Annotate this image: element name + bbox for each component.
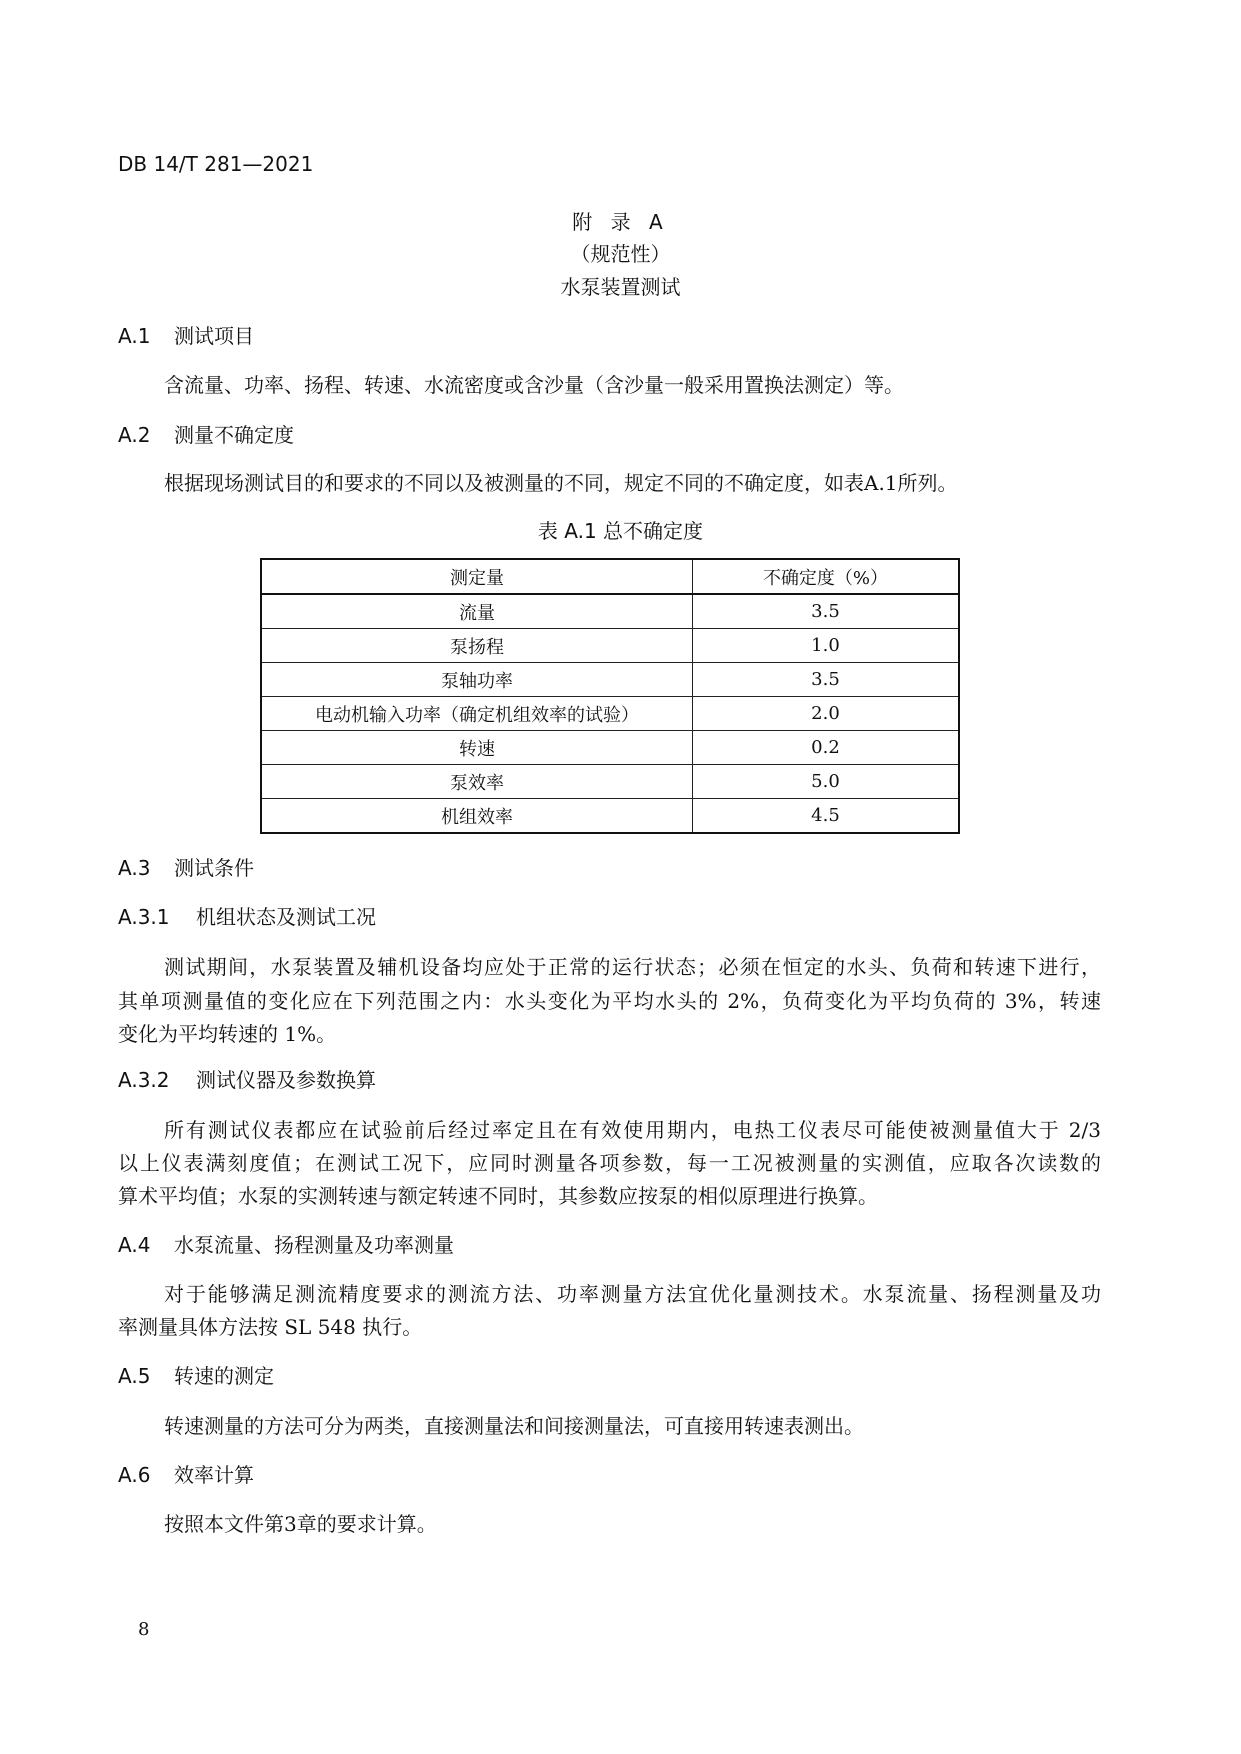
- section-a4-heading: [118, 1229, 454, 1258]
- table-row: [261, 663, 959, 697]
- cell-quantity: 泵扬程: [261, 629, 693, 663]
- paragraph-line: 测试期间，水泵装置及辅机设备均应处于正常的运行状态；必须在恒定的水头、负荷和转速下进行，: [164, 955, 1101, 979]
- cell-quantity: 流量: [261, 594, 693, 629]
- cell-uncertainty: 1.0: [693, 629, 960, 663]
- paragraph-line: 按照本文件第3章的要求计算。: [164, 1512, 437, 1536]
- section-number: A.2: [118, 423, 151, 447]
- section-number: A.1: [118, 324, 151, 348]
- section-a6-heading: [118, 1459, 254, 1488]
- section-title: 效率计算: [174, 1463, 254, 1487]
- cell-quantity: 机组效率: [261, 799, 693, 834]
- table-row: [261, 697, 959, 731]
- cell-quantity: 转速: [261, 731, 693, 765]
- section-a1-heading: [118, 320, 254, 349]
- section-number: A.3: [118, 856, 151, 880]
- cell-quantity: 泵轴功率: [261, 663, 693, 697]
- paragraph-line: 根据现场测试目的和要求的不同以及被测量的不同，规定不同的不确定度，如表A.1所列。: [164, 471, 958, 495]
- section-number: A.5: [118, 1364, 151, 1388]
- table-row: [261, 629, 959, 663]
- cell-quantity: 电动机输入功率（确定机组效率的试验）: [261, 697, 693, 731]
- section-a31-heading: [118, 901, 376, 930]
- page-number: 8: [138, 1619, 150, 1640]
- section-title: 测量不确定度: [174, 423, 294, 447]
- document-code: DB 14/T 281—2021: [118, 152, 314, 176]
- section-number: A.3.2: [118, 1068, 170, 1092]
- cell-uncertainty: 3.5: [693, 663, 960, 697]
- paragraph-line: 其单项测量值的变化应在下列范围之内：水头变化为平均水头的 2%，负荷变化为平均负荷的 3%，转速: [118, 989, 1101, 1013]
- paragraph-line: 所有测试仪表都应在试验前后经过率定且在有效使用期内，电热工仪表尽可能使被测量值大于 2/3: [164, 1118, 1101, 1142]
- paragraph-line: 算术平均值；水泵的实测转速与额定转速不同时，其参数应按泵的相似原理进行换算。: [118, 1184, 878, 1208]
- column-header: 测定量: [261, 559, 693, 594]
- section-a2-heading: [118, 419, 294, 448]
- paragraph-line: 含流量、功率、扬程、转速、水流密度或含沙量（含沙量一般采用置换法测定）等。: [164, 373, 904, 397]
- cell-uncertainty: 3.5: [693, 594, 960, 629]
- table-row: [261, 594, 959, 629]
- appendix-nature: （规范性）: [570, 242, 671, 266]
- section-title: 测试项目: [174, 324, 254, 348]
- section-title: 机组状态及测试工况: [196, 905, 376, 929]
- paragraph-line: 率测量具体方法按 SL 548 执行。: [118, 1315, 423, 1339]
- appendix-name: 水泵装置测试: [560, 275, 681, 299]
- cell-uncertainty: 2.0: [693, 697, 960, 731]
- section-title: 测试条件: [174, 856, 254, 880]
- table-header-row: [261, 559, 959, 594]
- section-number: A.4: [118, 1233, 151, 1257]
- table-row: [261, 765, 959, 799]
- section-a32-heading: [118, 1064, 376, 1093]
- section-a3-heading: [118, 852, 254, 881]
- table-row: [261, 731, 959, 765]
- cell-uncertainty: 5.0: [693, 765, 960, 799]
- table-row: [261, 799, 959, 834]
- paragraph-line: 变化为平均转速的 1%。: [118, 1022, 337, 1046]
- section-a5-heading: [118, 1360, 274, 1389]
- paragraph-line: 以上仪表满刻度值；在测试工况下，应同时测量各项参数，每一工况被测量的实测值，应取各次读数的: [118, 1151, 1101, 1175]
- cell-uncertainty: 0.2: [693, 731, 960, 765]
- table-caption: 表 A.1 总不确定度: [537, 519, 704, 543]
- column-header: 不确定度（%）: [693, 559, 960, 594]
- cell-uncertainty: 4.5: [693, 799, 960, 834]
- section-title: 测试仪器及参数换算: [196, 1068, 376, 1092]
- cell-quantity: 泵效率: [261, 765, 693, 799]
- appendix-title: 附 录 A: [572, 210, 669, 234]
- paragraph-line: 转速测量的方法可分为两类，直接测量法和间接测量法，可直接用转速表测出。: [164, 1414, 864, 1438]
- paragraph-line: 对于能够满足测流精度要求的测流方法、功率测量方法宜优化量测技术。水泵流量、扬程测量及功: [164, 1282, 1101, 1306]
- uncertainty-table: [260, 558, 960, 834]
- section-number: A.6: [118, 1463, 151, 1487]
- section-title: 转速的测定: [174, 1364, 274, 1388]
- section-title: 水泵流量、扬程测量及功率测量: [174, 1233, 454, 1257]
- section-number: A.3.1: [118, 905, 170, 929]
